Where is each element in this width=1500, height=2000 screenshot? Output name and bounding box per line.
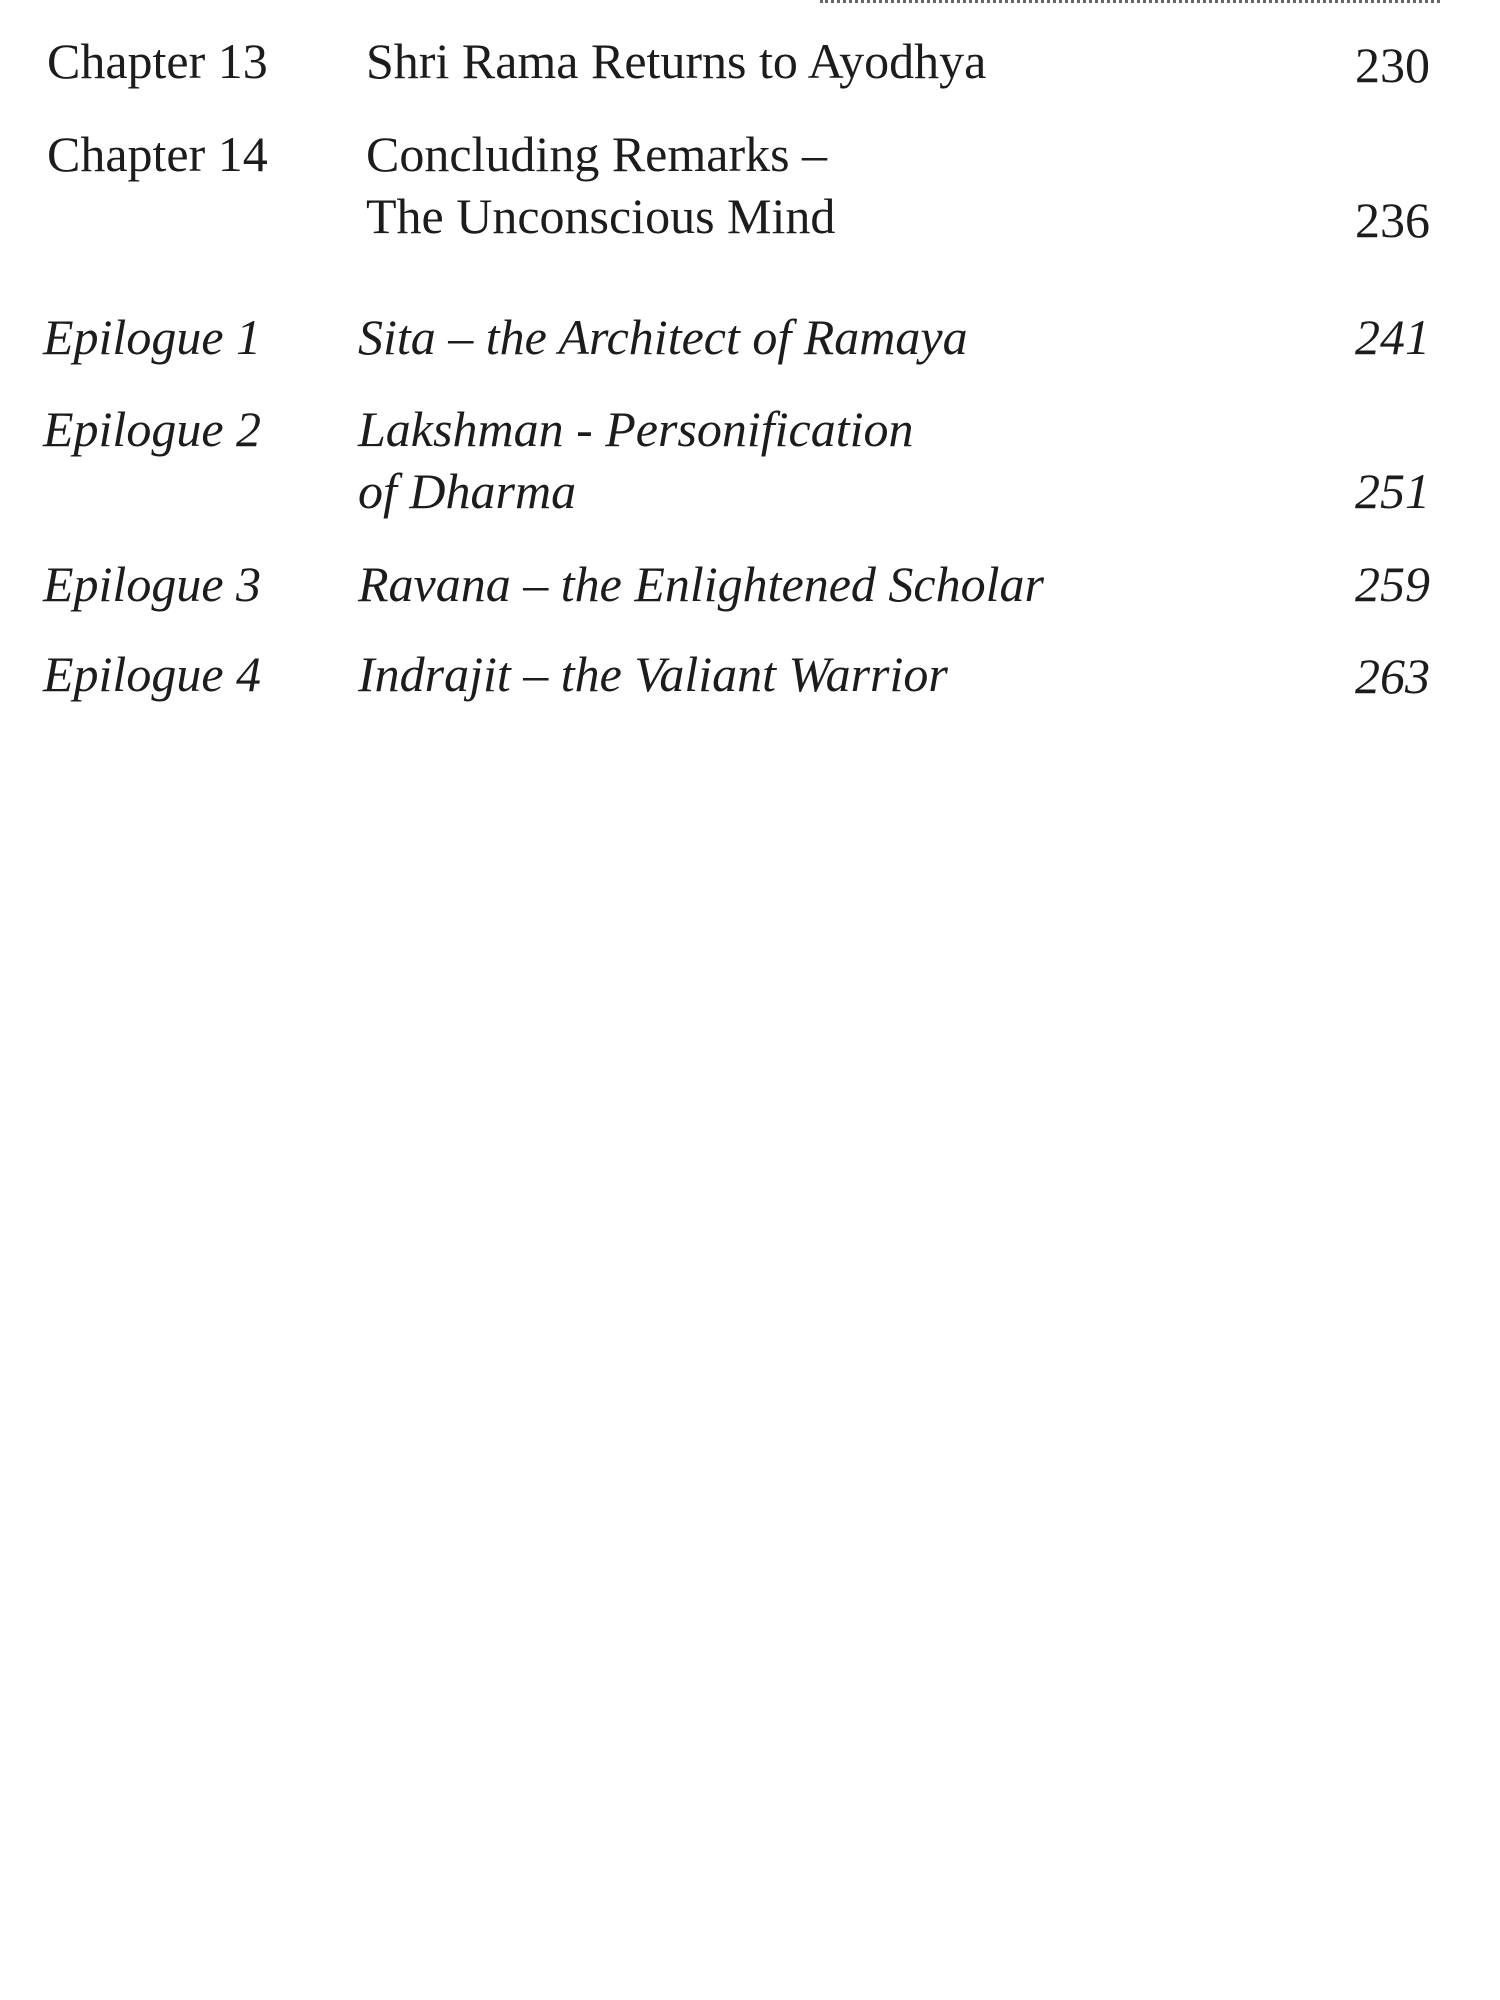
toc-entry-label: Chapter 14: [47, 126, 268, 182]
toc-entry-page: 230: [1355, 37, 1430, 93]
toc-entry-title: Ravana – the Enlightened Scholar: [358, 556, 1044, 612]
toc-entry-title: Sita – the Architect of Ramaya: [358, 309, 968, 365]
toc-entry-title: Indrajit – the Valiant Warrior: [358, 646, 948, 702]
toc-entry-label: Epilogue 1: [43, 309, 262, 365]
toc-entry-label: Chapter 13: [47, 33, 268, 89]
toc-entry-page: 259: [1355, 556, 1430, 612]
toc-entry-chapter-13[interactable]: [0, 30, 1500, 92]
toc-entry-page: 236: [1355, 192, 1430, 248]
top-dotted-rule: [820, 0, 1440, 7]
toc-entry-label: Epilogue 4: [43, 646, 262, 702]
toc-entry-label: Epilogue 3: [43, 556, 262, 612]
toc-entry-title: Shri Rama Returns to Ayodhya: [366, 33, 987, 89]
toc-entry-page: 251: [1355, 463, 1430, 519]
toc-entry-epilogue-4[interactable]: [0, 643, 1500, 705]
toc-entry-page: 241: [1355, 309, 1430, 365]
toc-entry-chapter-14[interactable]: [0, 123, 1500, 247]
toc-entry-page: 263: [1355, 648, 1430, 704]
toc-entry-title: Concluding Remarks – The Unconscious Mind: [366, 126, 836, 244]
toc-entry-epilogue-3[interactable]: [0, 553, 1500, 615]
toc-entry-epilogue-1[interactable]: [0, 306, 1500, 368]
toc-entry-title: Lakshman - Personification of Dharma: [358, 401, 914, 519]
toc-entry-label: Epilogue 2: [43, 401, 262, 457]
toc-entry-epilogue-2[interactable]: [0, 398, 1500, 522]
